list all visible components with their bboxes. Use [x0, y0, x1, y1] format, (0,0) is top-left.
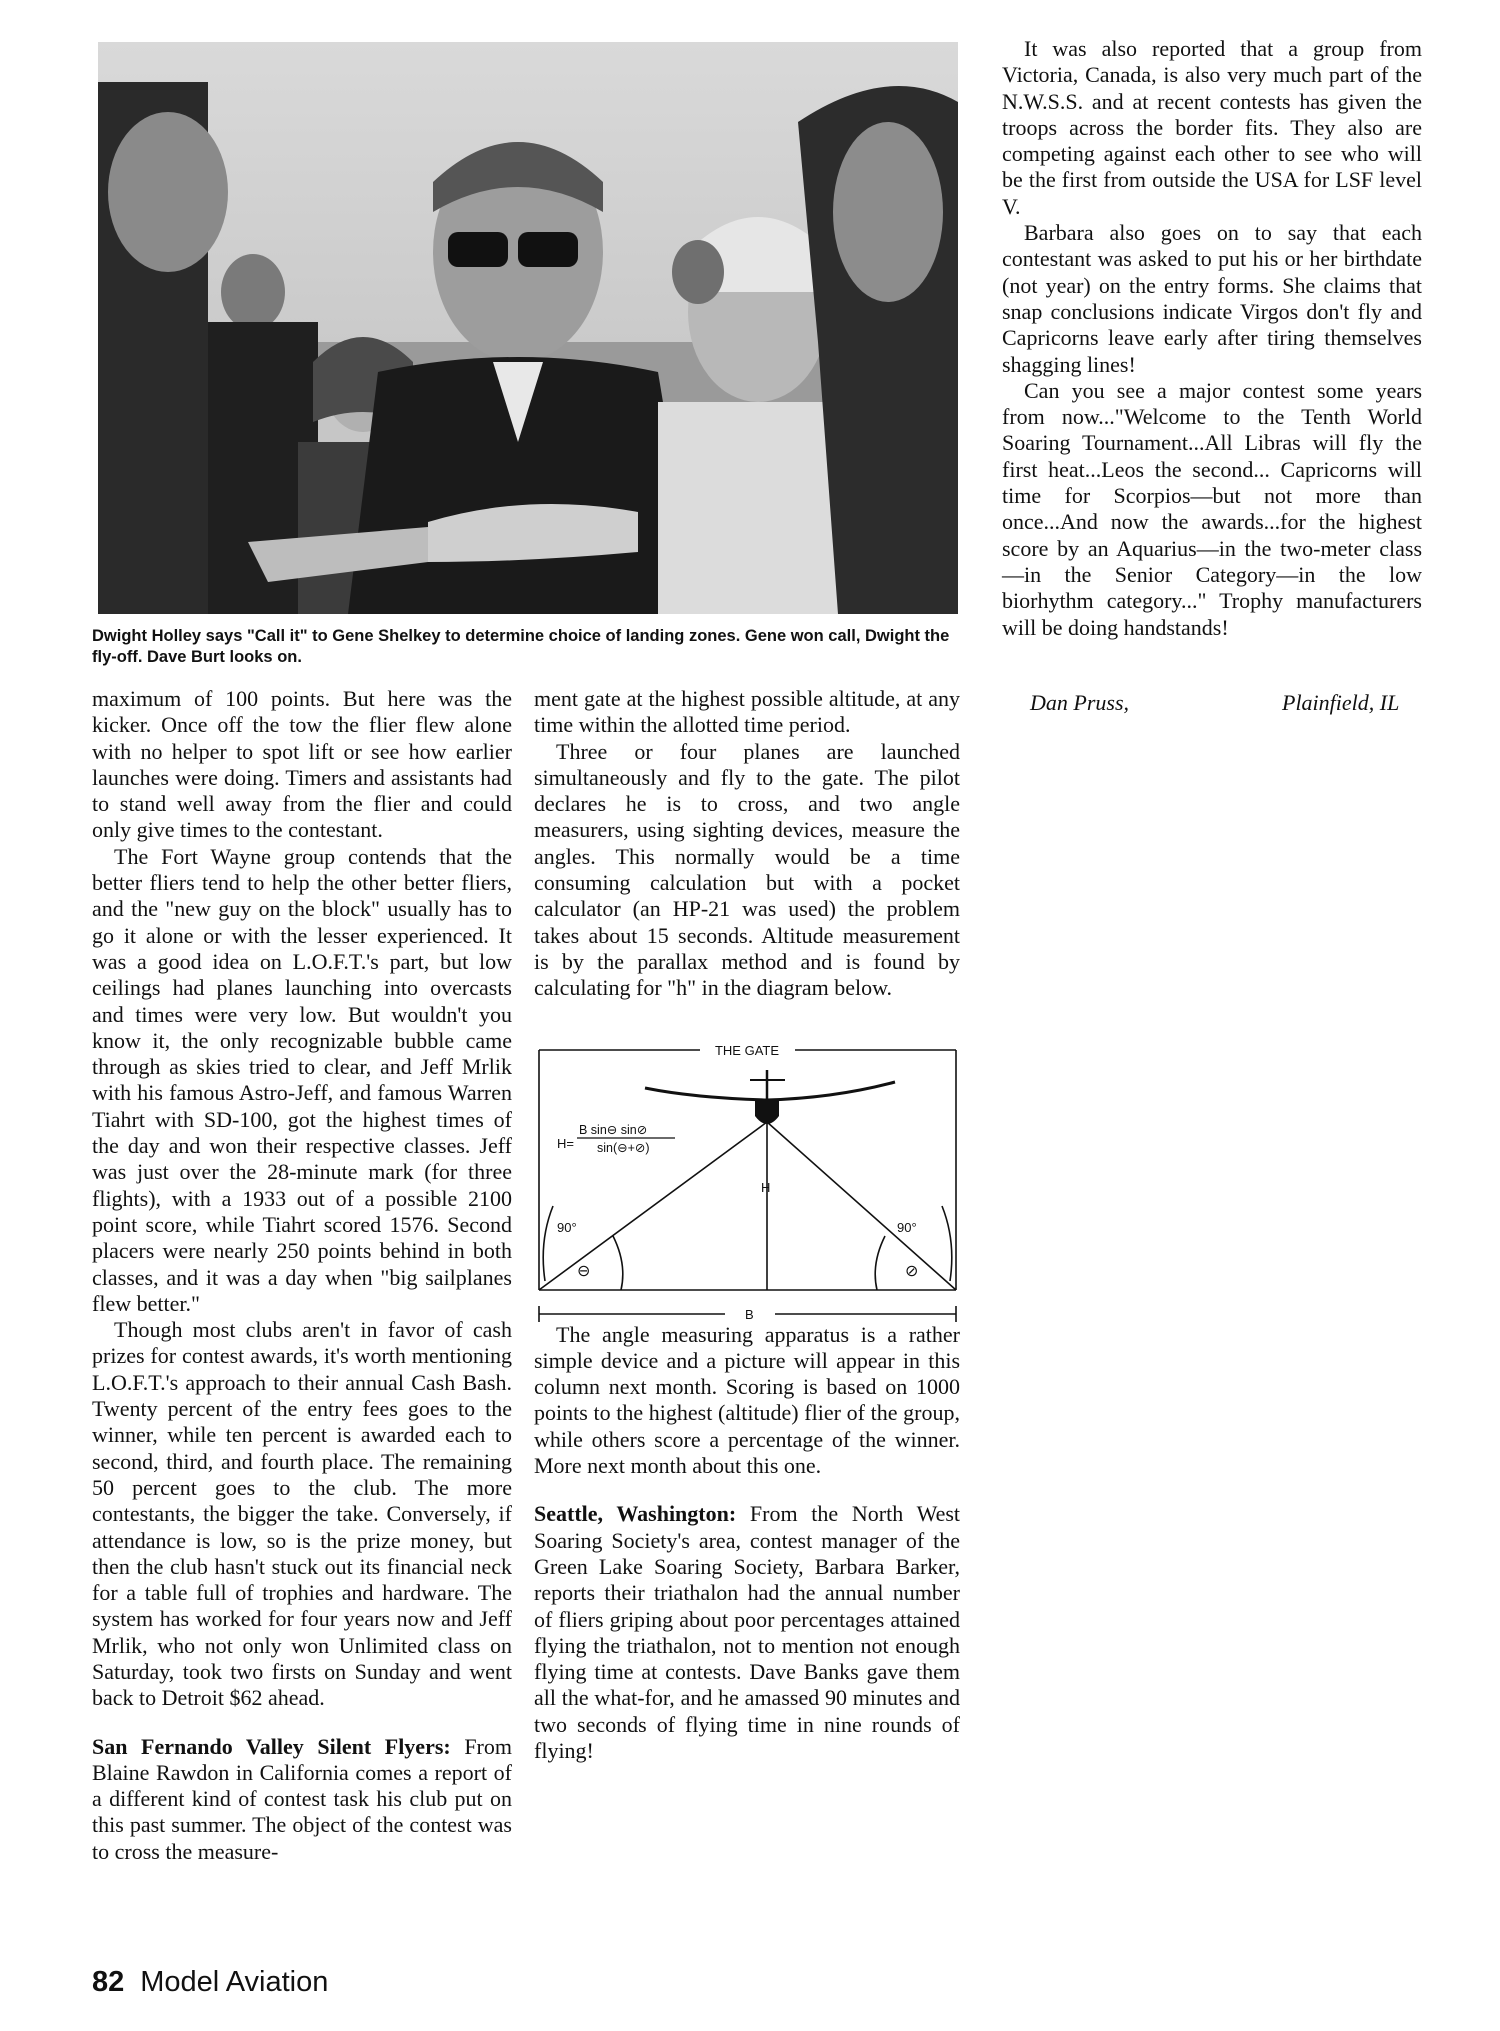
author-place: Plainfield, IL — [1282, 690, 1400, 715]
paragraph: Barbara also goes on to say that each contestant was asked to put his or her birthdate (not year) on the entry forms. She claims that snap conclusions indicate Virgos don't fly and Capricorns leave early after tiring themselves shagging lines! — [1002, 220, 1422, 377]
paragraph: It was also reported that a group from Victoria, Canada, is also very much part of the N.W.S.S. and at recent contests has given the troops across the border fits. They also are competing against each other to see who will be the first from outside the USA for LSF level V. — [1002, 36, 1422, 219]
magazine-title: Model Aviation — [140, 1966, 329, 1998]
page-footer — [92, 1966, 328, 1999]
photo-caption: Dwight Holley says "Call it" to Gene Shelkey to determine choice of landing zones. Gene won call, Dwight the fly-off. Dave Burt looks on. — [92, 627, 950, 666]
right-angle-right: 90° — [897, 1220, 917, 1235]
page-number: 82 — [92, 1966, 125, 1998]
formula-denominator: sin(⊖+⊘) — [597, 1141, 650, 1155]
formula-lhs: H= — [557, 1136, 574, 1151]
phi-symbol: ⊘ — [905, 1263, 919, 1280]
paragraph: ment gate at the highest possible altitude, at any time within the allotted time period. — [534, 686, 960, 738]
author-name: Dan Pruss, — [1030, 690, 1130, 715]
b-label: B — [745, 1307, 754, 1322]
paragraph: The Fort Wayne group contends that the better fliers tend to help the other better fliers, and the "new guy on the block" usually has to go it alone or with the lesser experienced. It was a good idea on L.O.F.T.'s part, but low ceilings had planes launching into overcasts and times were very low. But wouldn't you know it, the only recognizable bubble came through as skies tried to clear, and Jeff Mrlik with his famous Astro-Jeff, and famous Warren Tiahrt with SD-100, got the highest times of the day and won their respective classes. Jeff was just over the 28-minute mark (for three flights), with a 1933 out of a possible 2100 point score, while Tiahrt scored 1576. Second placers were nearly 250 points behind in both classes, and it was a day when "big sailplanes flew better." — [92, 843, 512, 1316]
section-paragraph — [534, 1501, 960, 1764]
section-text: From Blaine Rawdon in California comes a report of a different kind of contest task his club put on this past summer. The object of the contest was to cross the measure- — [92, 1733, 512, 1864]
theta-symbol: ⊖ — [577, 1263, 591, 1280]
column-1 — [92, 686, 512, 1865]
paragraph: Three or four planes are launched simultaneously and fly to the gate. The pilot declares he is to cross, and two angle measurers, using sighting devices, measure the angles. This normally would be a time consuming calculation but with a pocket calculator (an HP-21 was used) the problem takes about 15 seconds. Altitude measurement is by the parallax method and is found by calculating for "h" in the diagram below. — [534, 738, 960, 1001]
gate-label: THE GATE — [714, 1043, 780, 1058]
gate-diagram — [535, 1036, 960, 1336]
column-3 — [1002, 36, 1422, 641]
section-paragraph — [92, 1734, 512, 1865]
section-heading: Seattle, Washington: — [534, 1501, 737, 1527]
right-angle-left: 90° — [557, 1220, 577, 1235]
section-heading: San Fernando Valley Silent Flyers: — [92, 1733, 451, 1759]
paragraph: The angle measuring apparatus is a rather simple device and a picture will appear in this column next month. Scoring is based on 1000 points to the highest (altitude) flier of the group, while others score a percentage of the winner. More next month about this one. — [534, 1321, 960, 1479]
paragraph: Though most clubs aren't in favor of cash prizes for contest awards, it's worth mentioning L.O.F.T.'s approach to their annual Cash Bash. Twenty percent of the entry fees goes to the winner, while ten percent is awarded each to second, third, and fourth place. The remaining 50 percent goes to the club. The more contestants, the bigger the take. Conversely, if attendance is low, so is the prize money, but then the club hasn't stuck out its financial neck for a table full of trophies and hardware. The system has worked for four years now and Jeff Mrlik, who not only won Unlimited class on Saturday, took two firsts on Sunday and went back to Detroit $62 ahead. — [92, 1317, 512, 1711]
section-text: From the North West Soaring Society's area, contest manager of the Green Lake Soaring Society, Barbara Barker, reports their triathalon had the annual number of fliers griping about poor percentages attained flying the triathalon, not to mention not enough flying time at contests. Dave Banks gave them all the what-for, and he amassed 90 minutes and two seconds of flying time in nine rounds of flying! — [534, 1501, 961, 1764]
h-label: H — [761, 1180, 771, 1195]
paragraph: maximum of 100 points. But here was the kicker. Once off the tow the flier flew alone with no helper to spot lift or see how earlier launches were doing. Timers and assistants had to stand well away from the flier and could only give times to the contestant. — [92, 686, 512, 843]
paragraph: Can you see a major contest some years from now..."Welcome to the Tenth World Soaring Tournament...All Libras will fly the first heat...Leos the second... Capricorns will time for Scorpios—but not more than once...And now the awards...for the highest score by an Aquarius—in the two-meter class—in the Senior Category—in the low biorhythm category..." Trophy manufacturers will be doing handstands! — [1002, 377, 1422, 640]
contest-photo — [98, 42, 958, 614]
formula-numerator: B sin⊖ sin⊘ — [579, 1123, 648, 1137]
